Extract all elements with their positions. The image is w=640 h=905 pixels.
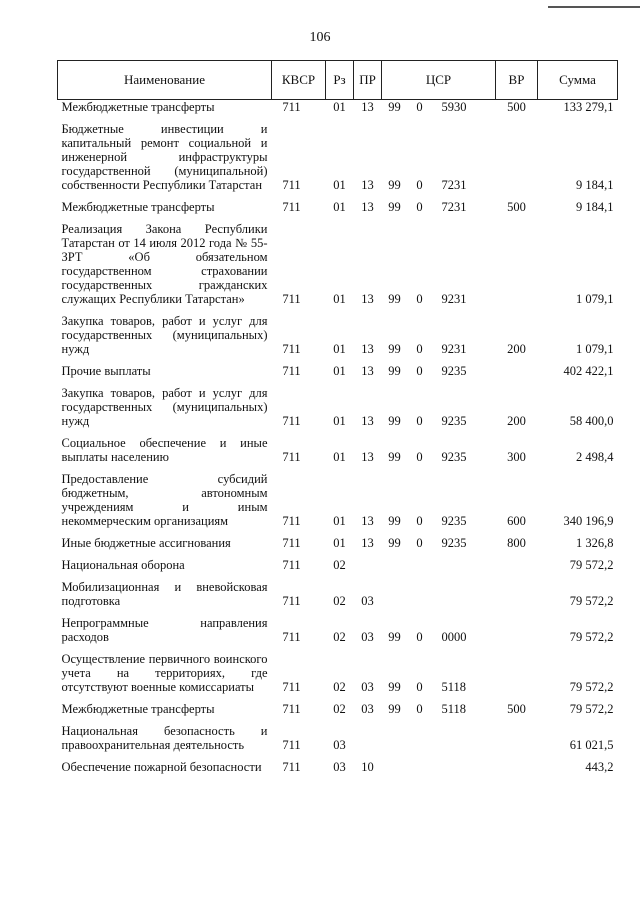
cell-csr3: 9235 bbox=[441, 514, 467, 528]
cell-sum: 61 021,5 bbox=[569, 738, 614, 752]
header-name: Наименование bbox=[58, 61, 272, 100]
cell-csr3: 5930 bbox=[441, 100, 467, 114]
header-csr: ЦСР bbox=[382, 61, 496, 100]
table-row bbox=[58, 716, 618, 752]
cell-pr: 13 bbox=[361, 536, 374, 550]
cell-kvsr: 711 bbox=[282, 514, 301, 528]
cell-csr2 bbox=[408, 572, 432, 608]
cell-name: Реализация Закона Республики Татарстан от 14 июля 2012 года № 55-ЗРТ «Об обязательном государственном страховании государственных гражданских служащих Республики Татарстан» bbox=[61, 222, 268, 306]
cell-pr: 13 bbox=[361, 100, 374, 114]
table-row bbox=[58, 356, 618, 378]
cell-csr2 bbox=[408, 752, 432, 774]
cell-csr3: 9235 bbox=[441, 364, 467, 378]
table-row bbox=[58, 114, 618, 192]
cell-vr: 200 bbox=[507, 342, 526, 356]
header-sum: Сумма bbox=[538, 61, 618, 100]
cell-vr: 500 bbox=[507, 702, 526, 716]
cell-csr2: 0 bbox=[416, 200, 423, 214]
cell-vr bbox=[496, 752, 538, 774]
cell-sum: 340 196,9 bbox=[563, 514, 614, 528]
cell-csr1: 99 bbox=[388, 342, 401, 356]
cell-csr3: 9235 bbox=[441, 536, 467, 550]
cell-pr: 03 bbox=[361, 630, 374, 644]
cell-rz: 01 bbox=[333, 292, 346, 306]
cell-rz: 02 bbox=[333, 680, 346, 694]
cell-kvsr: 711 bbox=[282, 100, 301, 114]
cell-sum: 1 079,1 bbox=[576, 342, 614, 356]
cell-kvsr: 711 bbox=[282, 414, 301, 428]
cell-csr2: 0 bbox=[416, 414, 423, 428]
cell-kvsr: 711 bbox=[282, 200, 301, 214]
cell-csr2: 0 bbox=[416, 100, 423, 114]
cell-kvsr: 711 bbox=[282, 364, 301, 378]
cell-vr bbox=[496, 572, 538, 608]
cell-vr bbox=[496, 114, 538, 192]
cell-csr2 bbox=[408, 716, 432, 752]
cell-rz: 03 bbox=[333, 760, 346, 774]
cell-name: Осуществление первичного воинского учета на территориях, где отсутствуют военные комиссариаты bbox=[61, 652, 268, 694]
cell-vr: 500 bbox=[507, 100, 526, 114]
cell-csr1: 99 bbox=[388, 364, 401, 378]
budget-table bbox=[57, 60, 618, 774]
table-row bbox=[58, 464, 618, 528]
cell-sum: 79 572,2 bbox=[569, 594, 614, 608]
cell-name: Социальное обеспечение и иные выплаты населению bbox=[61, 436, 268, 464]
cell-rz: 02 bbox=[333, 702, 346, 716]
cell-vr bbox=[496, 644, 538, 694]
cell-rz: 01 bbox=[333, 100, 346, 114]
cell-csr3: 9235 bbox=[441, 450, 467, 464]
cell-kvsr: 711 bbox=[282, 292, 301, 306]
cell-csr1 bbox=[382, 716, 408, 752]
cell-csr1: 99 bbox=[388, 514, 401, 528]
cell-csr1: 99 bbox=[388, 702, 401, 716]
header-vr: ВР bbox=[496, 61, 538, 100]
cell-kvsr: 711 bbox=[282, 760, 301, 774]
cell-csr2: 0 bbox=[416, 514, 423, 528]
cell-sum: 79 572,2 bbox=[569, 630, 614, 644]
cell-vr bbox=[496, 356, 538, 378]
cell-sum: 79 572,2 bbox=[569, 702, 614, 716]
cell-sum: 58 400,0 bbox=[569, 414, 614, 428]
cell-name: Обеспечение пожарной безопасности bbox=[61, 760, 262, 774]
cell-pr: 13 bbox=[361, 414, 374, 428]
table-row bbox=[58, 644, 618, 694]
cell-csr2: 0 bbox=[416, 450, 423, 464]
cell-pr: 10 bbox=[361, 760, 374, 774]
cell-pr: 03 bbox=[361, 680, 374, 694]
cell-pr bbox=[354, 550, 382, 572]
cell-kvsr: 711 bbox=[282, 702, 301, 716]
cell-rz: 02 bbox=[333, 630, 346, 644]
cell-vr bbox=[496, 716, 538, 752]
cell-name: Межбюджетные трансферты bbox=[61, 100, 215, 114]
cell-sum: 402 422,1 bbox=[563, 364, 614, 378]
table-row bbox=[58, 192, 618, 214]
cell-name: Предоставление субсидий бюджетным, автономным учреждениям и иным некоммерческим организациям bbox=[61, 472, 268, 528]
cell-rz: 01 bbox=[333, 342, 346, 356]
cell-csr3: 5118 bbox=[441, 702, 467, 716]
cell-csr3: 0000 bbox=[441, 630, 467, 644]
cell-csr3 bbox=[432, 716, 496, 752]
cell-kvsr: 711 bbox=[282, 630, 301, 644]
cell-pr: 13 bbox=[361, 364, 374, 378]
cell-csr3: 7231 bbox=[441, 200, 467, 214]
table-row bbox=[58, 428, 618, 464]
cell-rz: 02 bbox=[333, 558, 346, 572]
cell-rz: 01 bbox=[333, 414, 346, 428]
cell-csr2: 0 bbox=[416, 364, 423, 378]
cell-name: Закупка товаров, работ и услуг для государственных (муниципальных) нужд bbox=[61, 314, 268, 356]
table-row bbox=[58, 100, 618, 115]
cell-csr3 bbox=[432, 572, 496, 608]
table-body bbox=[58, 100, 618, 775]
cell-rz: 01 bbox=[333, 178, 346, 192]
cell-csr3 bbox=[432, 550, 496, 572]
cell-rz: 01 bbox=[333, 200, 346, 214]
cell-vr bbox=[496, 608, 538, 644]
cell-vr bbox=[496, 550, 538, 572]
cell-sum: 79 572,2 bbox=[569, 558, 614, 572]
cell-sum: 9 184,1 bbox=[576, 200, 614, 214]
cell-pr: 13 bbox=[361, 342, 374, 356]
cell-kvsr: 711 bbox=[282, 342, 301, 356]
cell-rz: 02 bbox=[333, 594, 346, 608]
table-row bbox=[58, 572, 618, 608]
cell-pr: 03 bbox=[361, 594, 374, 608]
cell-pr: 13 bbox=[361, 178, 374, 192]
table-row bbox=[58, 306, 618, 356]
cell-name: Закупка товаров, работ и услуг для государственных (муниципальных) нужд bbox=[61, 386, 268, 428]
cell-csr1 bbox=[382, 752, 408, 774]
cell-pr: 03 bbox=[361, 702, 374, 716]
cell-rz: 01 bbox=[333, 514, 346, 528]
cell-csr2: 0 bbox=[416, 630, 423, 644]
cell-csr1: 99 bbox=[388, 178, 401, 192]
cell-name: Прочие выплаты bbox=[61, 364, 151, 378]
cell-csr2: 0 bbox=[416, 292, 423, 306]
cell-csr1: 99 bbox=[388, 450, 401, 464]
cell-name: Межбюджетные трансферты bbox=[61, 200, 215, 214]
cell-name: Непрограммные направления расходов bbox=[61, 616, 268, 644]
cell-csr1: 99 bbox=[388, 414, 401, 428]
cell-csr1: 99 bbox=[388, 630, 401, 644]
cell-csr1 bbox=[382, 550, 408, 572]
cell-csr1: 99 bbox=[388, 536, 401, 550]
cell-csr3: 9231 bbox=[441, 342, 467, 356]
cell-name: Иные бюджетные ассигнования bbox=[61, 536, 231, 550]
cell-csr1: 99 bbox=[388, 200, 401, 214]
cell-sum: 79 572,2 bbox=[569, 680, 614, 694]
cell-rz: 03 bbox=[333, 738, 346, 752]
cell-vr: 200 bbox=[507, 414, 526, 428]
cell-vr: 600 bbox=[507, 514, 526, 528]
table-row bbox=[58, 378, 618, 428]
table-row bbox=[58, 528, 618, 550]
table-header-row bbox=[58, 61, 618, 100]
cell-csr3: 9231 bbox=[441, 292, 467, 306]
cell-kvsr: 711 bbox=[282, 558, 301, 572]
cell-name: Национальная безопасность и правоохранительная деятельность bbox=[61, 724, 268, 752]
cell-vr: 500 bbox=[507, 200, 526, 214]
table-row bbox=[58, 608, 618, 644]
cell-vr bbox=[496, 214, 538, 306]
cell-sum: 2 498,4 bbox=[576, 450, 614, 464]
cell-name: Мобилизационная и вневойсковая подготовка bbox=[61, 580, 268, 608]
cell-csr3: 9235 bbox=[441, 414, 467, 428]
table-row bbox=[58, 214, 618, 306]
cell-csr2: 0 bbox=[416, 702, 423, 716]
cell-vr: 300 bbox=[507, 450, 526, 464]
header-kvsr: КВСР bbox=[272, 61, 326, 100]
cell-kvsr: 711 bbox=[282, 680, 301, 694]
cell-kvsr: 711 bbox=[282, 178, 301, 192]
cell-csr2 bbox=[408, 550, 432, 572]
cell-csr3: 7231 bbox=[441, 178, 467, 192]
cell-sum: 443,2 bbox=[585, 760, 614, 774]
cell-kvsr: 711 bbox=[282, 536, 301, 550]
table-row bbox=[58, 752, 618, 774]
cell-sum: 9 184,1 bbox=[576, 178, 614, 192]
cell-name: Бюджетные инвестиции и капитальный ремонт социальной и инженерной инфраструктуры государственной (муниципальной) собственности Республики Татарстан bbox=[61, 122, 268, 192]
header-pr: ПР bbox=[354, 61, 382, 100]
table-row bbox=[58, 694, 618, 716]
cell-kvsr: 711 bbox=[282, 738, 301, 752]
cell-vr: 800 bbox=[507, 536, 526, 550]
cell-csr2: 0 bbox=[416, 680, 423, 694]
cell-rz: 01 bbox=[333, 364, 346, 378]
cell-sum: 133 279,1 bbox=[563, 100, 614, 114]
cell-csr2: 0 bbox=[416, 178, 423, 192]
table-row bbox=[58, 550, 618, 572]
cell-kvsr: 711 bbox=[282, 594, 301, 608]
header-rz: Рз bbox=[326, 61, 354, 100]
cell-sum: 1 326,8 bbox=[576, 536, 614, 550]
cell-name: Национальная оборона bbox=[61, 558, 185, 572]
scan-edge-mark bbox=[548, 6, 640, 8]
cell-sum: 1 079,1 bbox=[576, 292, 614, 306]
cell-csr1: 99 bbox=[388, 680, 401, 694]
cell-name: Межбюджетные трансферты bbox=[61, 702, 215, 716]
cell-pr: 13 bbox=[361, 200, 374, 214]
cell-rz: 01 bbox=[333, 450, 346, 464]
cell-csr1: 99 bbox=[388, 100, 401, 114]
cell-csr2: 0 bbox=[416, 342, 423, 356]
cell-csr1: 99 bbox=[388, 292, 401, 306]
cell-csr3 bbox=[432, 752, 496, 774]
page-number: 106 bbox=[309, 30, 331, 45]
cell-pr: 13 bbox=[361, 450, 374, 464]
cell-csr3: 5118 bbox=[441, 680, 467, 694]
cell-pr: 13 bbox=[361, 292, 374, 306]
cell-pr bbox=[354, 716, 382, 752]
cell-csr1 bbox=[382, 572, 408, 608]
cell-csr2: 0 bbox=[416, 536, 423, 550]
cell-rz: 01 bbox=[333, 536, 346, 550]
cell-pr: 13 bbox=[361, 514, 374, 528]
cell-kvsr: 711 bbox=[282, 450, 301, 464]
